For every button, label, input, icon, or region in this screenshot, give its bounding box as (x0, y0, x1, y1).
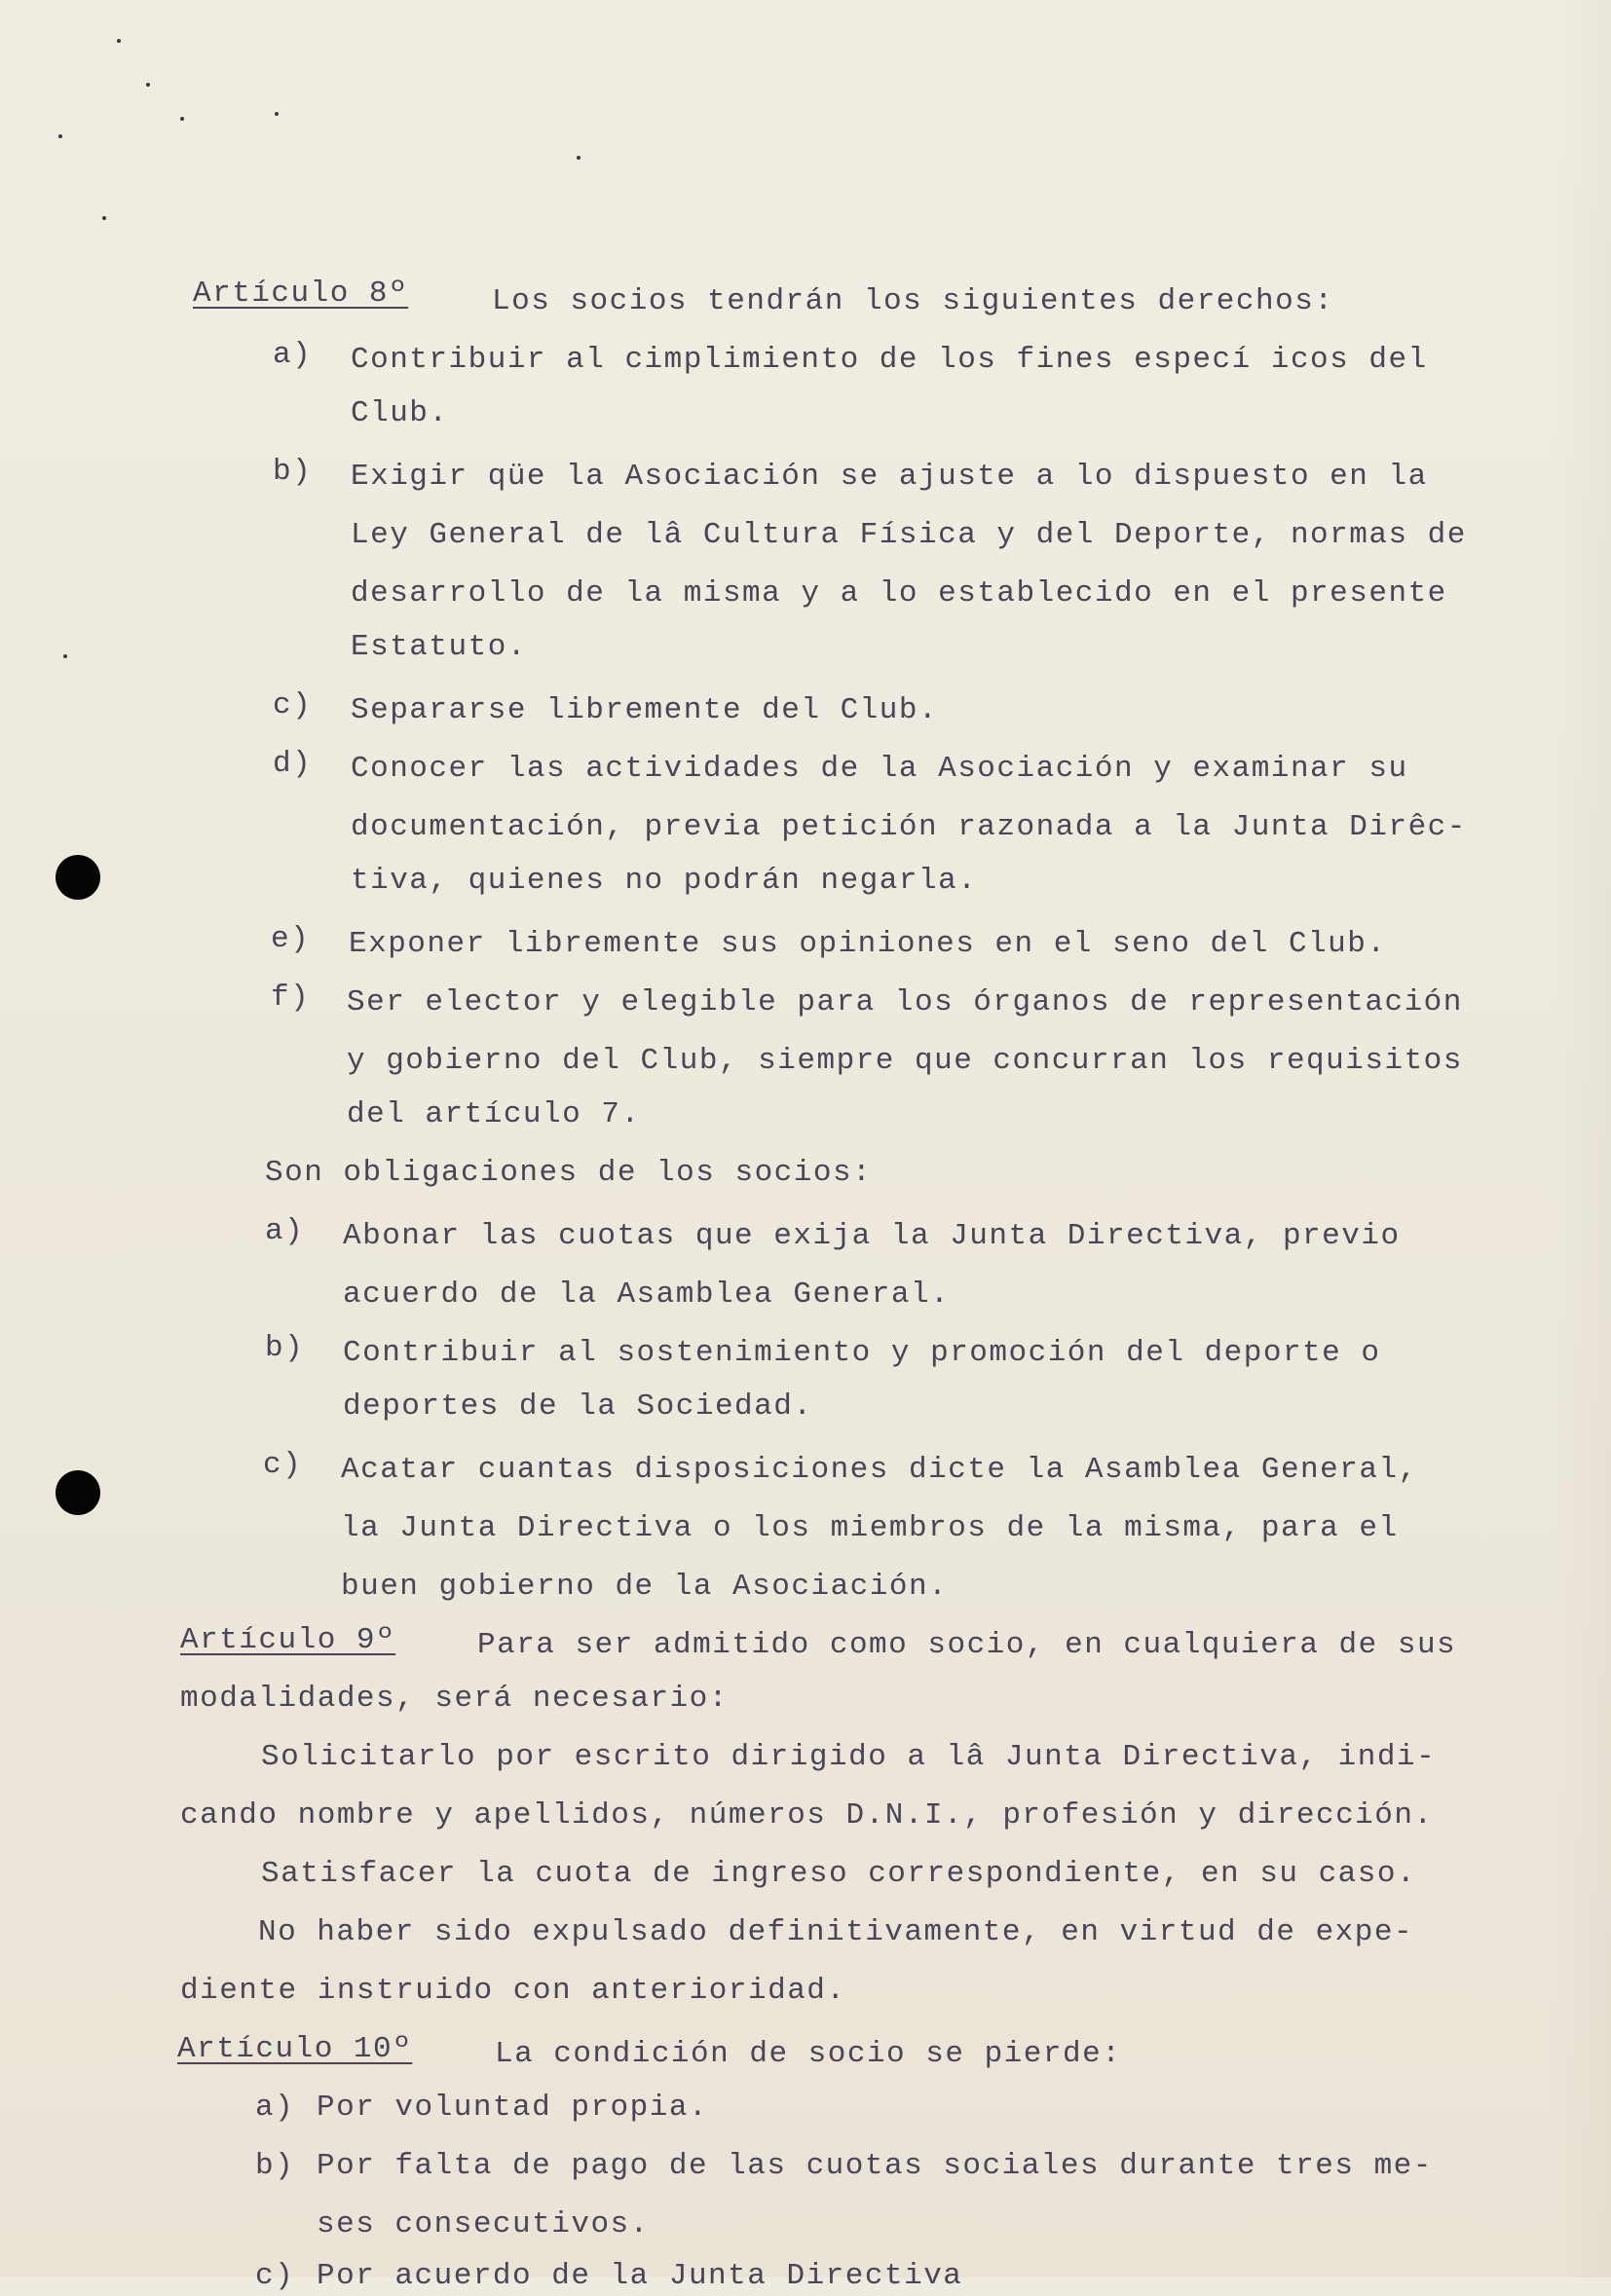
item-marker: c) (263, 1448, 303, 1482)
item-marker: b) (273, 455, 313, 489)
text-line: No haber sido expulsado definitivamente, en virtud de expe- (258, 1915, 1414, 1949)
item-marker: a) (265, 1214, 305, 1248)
item-marker: d) (273, 747, 313, 781)
dust-speck (117, 39, 121, 43)
dust-speck (180, 117, 184, 121)
text-line: Exponer libremente sus opiniones en el seno del Club. (349, 927, 1387, 961)
text-line: Contribuir al cimplimiento de los fines especí icos del (351, 343, 1428, 377)
text-line: Acatar cuantas disposiciones dicte la Asamblea General, (341, 1453, 1418, 1487)
text-line: Ley General de lâ Cultura Física y del Deporte, normas de (351, 518, 1467, 552)
text-line: Club. (351, 396, 449, 430)
dust-speck (146, 83, 150, 87)
item-marker: a) (255, 2091, 295, 2125)
text-line: deportes de la Sociedad. (343, 1389, 813, 1424)
dust-speck (102, 216, 106, 220)
dust-speck (63, 654, 67, 658)
text-line: buen gobierno de la Asociación. (341, 1570, 949, 1604)
text-line: Estatuto. (351, 630, 527, 664)
dust-speck (577, 156, 581, 160)
article-9-intro: Para ser admitido como socio, en cualquiera de sus (477, 1628, 1457, 1662)
text-line: Por acuerdo de la Junta Directiva (317, 2259, 963, 2293)
text-line: tiva, quienes no podrán negarla. (351, 864, 978, 898)
item-marker: f) (271, 981, 311, 1015)
article-9-heading: Artículo 9º (180, 1623, 396, 1657)
article-8-intro: Los socios tendrán los siguientes derechos: (492, 284, 1334, 318)
item-marker: b) (255, 2149, 295, 2183)
item-marker: c) (273, 688, 313, 722)
item-marker: b) (265, 1331, 305, 1365)
obligations-intro: Son obligaciones de los socios: (265, 1156, 873, 1190)
text-line: Exigir qüe la Asociación se ajuste a lo dispuesto en la (351, 460, 1428, 494)
text-line: cando nombre y apellidos, números D.N.I., profesión y dirección. (180, 1798, 1434, 1833)
text-line: diente instruido con anterioridad. (180, 1974, 846, 2008)
text-line: Satisfacer la cuota de ingreso correspondiente, en su caso. (261, 1857, 1417, 1891)
text-line: Abonar las cuotas que exija la Junta Directiva, previo (343, 1219, 1401, 1253)
text-line: Ser elector y elegible para los órganos de representación (347, 985, 1463, 1019)
page-edge-shadow (1553, 0, 1611, 2277)
punch-hole-top (56, 855, 100, 900)
article-10-intro: La condición de socio se pierde: (495, 2037, 1122, 2071)
text-line: Conocer las actividades de la Asociación y examinar su (351, 752, 1408, 786)
text-line: Contribuir al sostenimiento y promoción del deporte o (343, 1336, 1381, 1370)
text-line: Solicitarlo por escrito dirigido a lâ Junta Directiva, indi- (261, 1740, 1437, 1774)
text-line: modalidades, será necesario: (180, 1682, 729, 1716)
text-line: la Junta Directiva o los miembros de la misma, para el (341, 1511, 1399, 1545)
text-line: desarrollo de la misma y a lo establecido en el presente (351, 576, 1447, 611)
text-line: Por falta de pago de las cuotas sociales durante tres me- (317, 2149, 1433, 2183)
dust-speck (58, 134, 62, 138)
punch-hole-bottom (56, 1470, 100, 1515)
article-8-heading: Artículo 8º (193, 277, 409, 311)
text-line: acuerdo de la Asamblea General. (343, 1278, 951, 1312)
text-line: del artículo 7. (347, 1097, 641, 1131)
text-line: ses consecutivos. (317, 2207, 650, 2241)
text-line: Separarse libremente del Club. (351, 693, 939, 727)
article-10-heading: Artículo 10º (177, 2032, 413, 2066)
item-marker: a) (273, 338, 313, 372)
text-line: y gobierno del Club, siempre que concurran los requisitos (347, 1044, 1463, 1078)
dust-speck (275, 112, 279, 116)
text-line: Por voluntad propia. (317, 2091, 709, 2125)
text-line: documentación, previa petición razonada a la Junta Dirêc- (351, 810, 1467, 844)
item-marker: e) (271, 922, 311, 956)
item-marker: c) (255, 2259, 295, 2293)
